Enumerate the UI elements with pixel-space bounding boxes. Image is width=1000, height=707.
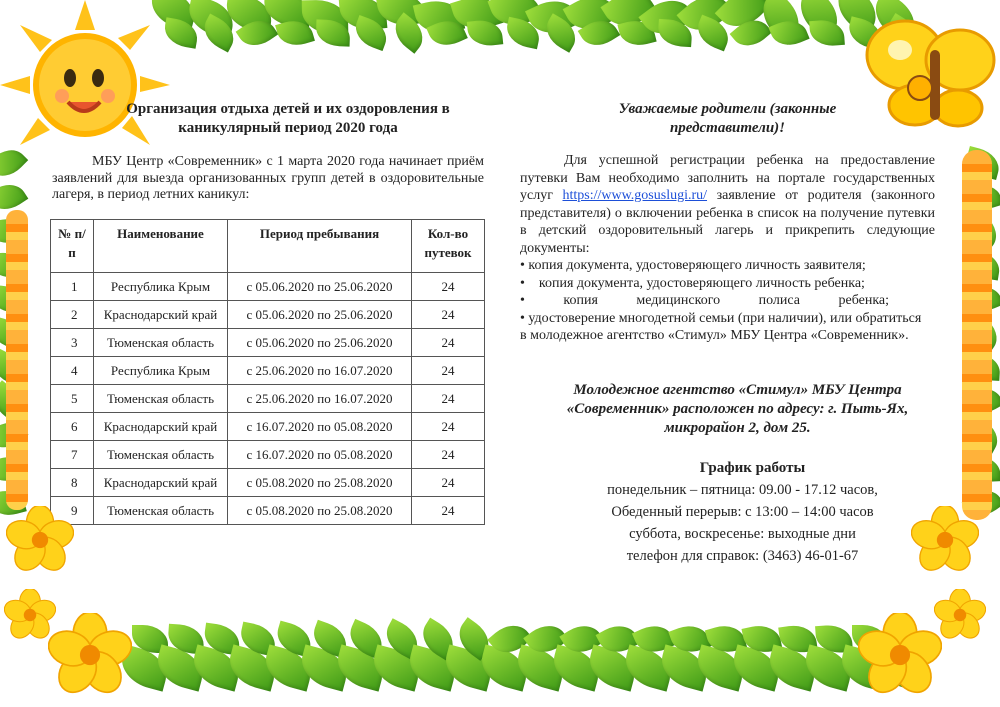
table-header-row <box>51 220 485 273</box>
cell-count: 24 <box>412 413 485 441</box>
right-column <box>520 100 935 567</box>
table-row <box>51 441 485 469</box>
cell-count: 24 <box>412 469 485 497</box>
cell-period: с 16.07.2020 по 05.08.2020 <box>228 441 412 469</box>
para-text-before: Для успешной регистрации ребенка на предоставление путевки Вам необходимо заполнить на портале государственных услуг <box>520 153 935 203</box>
table-row <box>51 385 485 413</box>
cell-period: с 05.06.2020 по 25.06.2020 <box>228 329 412 357</box>
header-period: Период пребывания <box>228 220 412 273</box>
document-item: • удостоверение многодетной семьи (при наличии), или обратиться <box>520 310 922 326</box>
schedule-line: телефон для справок: (3463) 46-01-67 <box>626 548 859 564</box>
registration-paragraph <box>520 152 935 257</box>
cell-count: 24 <box>412 357 485 385</box>
cell-period: с 16.07.2020 по 05.08.2020 <box>228 413 412 441</box>
cell-period: с 05.06.2020 по 25.06.2020 <box>228 301 412 329</box>
cell-name: Краснодарский край <box>94 469 228 497</box>
orange-border-left <box>6 210 28 510</box>
table-row <box>51 301 485 329</box>
cell-name: Республика Крым <box>94 357 228 385</box>
schedule-title: График работы <box>699 459 806 476</box>
cell-name: Краснодарский край <box>94 413 228 441</box>
table-row <box>51 357 485 385</box>
title-line-2: каникулярный период 2020 года <box>178 120 398 136</box>
cell-period: с 25.06.2020 по 16.07.2020 <box>228 385 412 413</box>
cell-number: 7 <box>51 441 94 469</box>
schedule <box>520 479 935 567</box>
cell-number: 4 <box>51 357 94 385</box>
cell-period: с 05.08.2020 по 25.08.2020 <box>228 469 412 497</box>
flower-icon <box>48 613 132 697</box>
gosuslugi-link[interactable]: https://www.gosuslugi.ru/ <box>562 188 708 203</box>
cell-period: с 05.08.2020 по 25.08.2020 <box>228 497 412 525</box>
cell-name: Краснодарский край <box>94 301 228 329</box>
orange-border-right <box>962 150 992 520</box>
trips-table <box>50 219 485 525</box>
flower-icon <box>4 589 56 641</box>
flower-icon <box>858 613 942 697</box>
cell-number: 2 <box>51 301 94 329</box>
document-item: • копия документа, удостоверяющего личность ребенка; <box>520 275 865 291</box>
cell-count: 24 <box>412 441 485 469</box>
para-text-after: заявление от родителя (законного представителя) о включении ребенка в список на получение путевки в детский оздоровительный лагерь и прикрепить следующие документы: <box>520 188 935 256</box>
left-column <box>48 100 488 214</box>
table-row <box>51 497 485 525</box>
cell-count: 24 <box>412 301 485 329</box>
cell-count: 24 <box>412 273 485 301</box>
documents-list <box>520 257 935 345</box>
schedule-line: суббота, воскресенье: выходные дни <box>629 526 856 542</box>
greeting <box>520 100 935 138</box>
schedule-line: понедельник – пятница: 09.00 - 17.12 часов, <box>607 482 878 498</box>
cell-number: 6 <box>51 413 94 441</box>
table-row <box>51 329 485 357</box>
intro-paragraph: МБУ Центр «Современник» с 1 марта 2020 года начинает приём заявлений для выезда организованных групп детей в оздоровительные лагеря, в период летних каникул: <box>52 154 484 202</box>
header-number: № п/п <box>51 220 94 273</box>
cell-count: 24 <box>412 385 485 413</box>
cell-period: с 05.06.2020 по 25.06.2020 <box>228 273 412 301</box>
cell-name: Тюменская область <box>94 385 228 413</box>
document-item: в молодежное агентство «Стимул» МБУ Центра «Современник». <box>520 328 909 343</box>
flower-icon <box>911 506 979 574</box>
cell-number: 8 <box>51 469 94 497</box>
page-title <box>88 100 488 138</box>
cell-number: 3 <box>51 329 94 357</box>
cell-name: Тюменская область <box>94 497 228 525</box>
cell-period: с 25.06.2020 по 16.07.2020 <box>228 357 412 385</box>
cell-count: 24 <box>412 497 485 525</box>
cell-name: Тюменская область <box>94 329 228 357</box>
schedule-line: Обеденный перерыв: с 13:00 – 14:00 часов <box>611 504 874 520</box>
greeting-line-2: представители)! <box>669 120 786 136</box>
table-row <box>51 273 485 301</box>
leaf-decoration <box>809 19 845 47</box>
cell-number: 1 <box>51 273 94 301</box>
greeting-line-1: Уважаемые родители (законные <box>618 101 837 117</box>
cell-number: 5 <box>51 385 94 413</box>
table-row <box>51 469 485 497</box>
address: Молодежное агентство «Стимул» МБУ Центра «Современник» расположен по адресу: г. Пыть-Ях, микрорайон 2, дом 25. <box>566 381 909 436</box>
document-item: • копия медицинского полиса ребенка; <box>520 293 890 308</box>
cell-name: Тюменская область <box>94 441 228 469</box>
cell-number: 9 <box>51 497 94 525</box>
table-row <box>51 413 485 441</box>
cell-count: 24 <box>412 329 485 357</box>
flower-icon <box>934 589 986 641</box>
flower-icon <box>6 506 74 574</box>
header-name: Наименование <box>94 220 228 273</box>
title-line-1: Организация отдыха детей и их оздоровления в <box>126 101 450 117</box>
document-item: • копия документа, удостоверяющего личность заявителя; <box>520 258 866 273</box>
header-count: Кол-во путевок <box>412 220 485 273</box>
cell-name: Республика Крым <box>94 273 228 301</box>
